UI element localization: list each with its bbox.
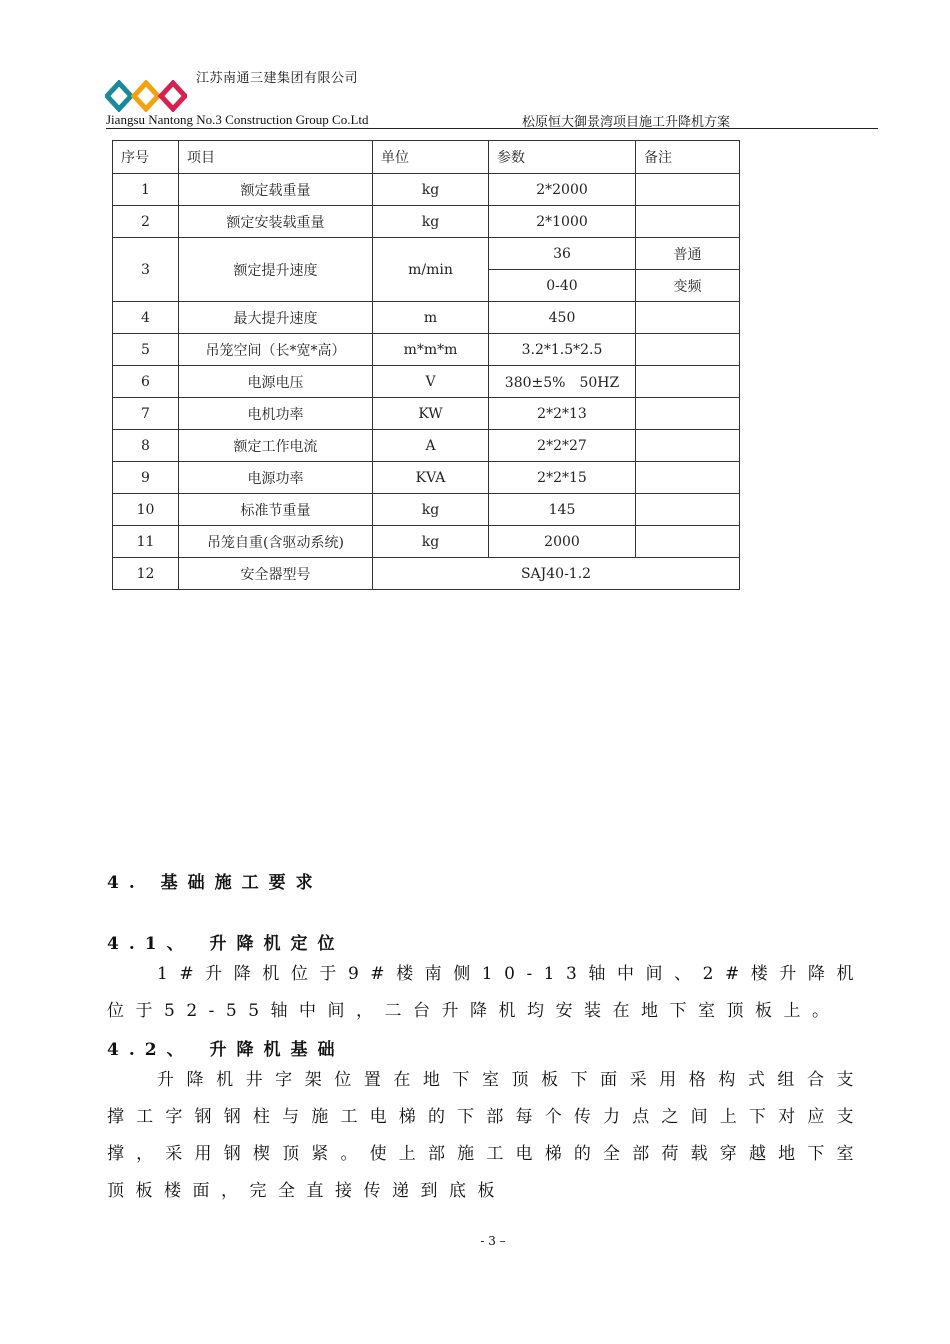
cell-note (636, 366, 740, 398)
section-4-title: 4. 基础施工要求 (107, 873, 323, 893)
cell-note (636, 462, 740, 494)
table-row (113, 302, 740, 334)
company-logo (105, 80, 187, 112)
cell-note (636, 526, 740, 558)
cell-no: 1 (113, 174, 179, 206)
table-row (113, 174, 740, 206)
cell-note (636, 398, 740, 430)
cell-item: 电源电压 (179, 366, 373, 398)
cell-unit: kg (373, 526, 489, 558)
table-header-row (113, 141, 740, 174)
header-no: 序号 (113, 141, 179, 174)
specification-table (112, 140, 740, 590)
logo-diamond-teal (107, 83, 131, 109)
table-row (113, 398, 740, 430)
cell-no: 12 (113, 558, 179, 590)
cell-note (636, 430, 740, 462)
logo-diamond-red (161, 83, 185, 109)
cell-no: 8 (113, 430, 179, 462)
table-row (113, 526, 740, 558)
cell-param: 3.2*1.5*2.5 (489, 334, 636, 366)
cell-param: 2*2*27 (489, 430, 636, 462)
cell-item: 电源功率 (179, 462, 373, 494)
cell-no: 10 (113, 494, 179, 526)
table-row (113, 430, 740, 462)
cell-param: 145 (489, 494, 636, 526)
cell-no: 11 (113, 526, 179, 558)
cell-no: 3 (113, 238, 179, 302)
cell-note (636, 494, 740, 526)
section-4-2-text: 升降机井字架位置在地下室顶板下面采用格构式组合支撑工字钢钢柱与施工电梯的下部每个传力点之间上下对应支撑，采用钢楔顶紧。使上部施工电梯的全部荷载穿越地下室顶板楼面，完全直接传递到底板 (107, 1070, 865, 1201)
cell-item: 安全器型号 (179, 558, 373, 590)
document-title: 松原恒大御景湾项目施工升降机方案 (522, 115, 731, 130)
cell-unit: V (373, 366, 489, 398)
cell-unit: m/min (373, 238, 489, 302)
company-name-en: Jiangsu Nantong No.3 Construction Group Co.Ltd (106, 112, 369, 127)
table-row (113, 494, 740, 526)
cell-param: 380±5% 50HZ (489, 366, 636, 398)
cell-unit: KVA (373, 462, 489, 494)
cell-note (636, 302, 740, 334)
cell-note: 普通 (636, 238, 740, 270)
header-note: 备注 (636, 141, 740, 174)
section-4-1-title: 4.1、 升降机定位 (107, 934, 345, 954)
section-4-1-text: 1#升降机位于9#楼南侧10-13轴中间、2#楼升降机位于52-55轴中间，二台升降机均安装在地下室顶板上。 (107, 964, 865, 1021)
cell-note (636, 174, 740, 206)
cell-unit: kg (373, 206, 489, 238)
cell-note: 变频 (636, 270, 740, 302)
cell-item: 电机功率 (179, 398, 373, 430)
cell-item: 额定载重量 (179, 174, 373, 206)
cell-no: 9 (113, 462, 179, 494)
cell-item: 额定提升速度 (179, 238, 373, 302)
cell-param: 2*1000 (489, 206, 636, 238)
cell-no: 2 (113, 206, 179, 238)
cell-item: 额定安装载重量 (179, 206, 373, 238)
cell-no: 4 (113, 302, 179, 334)
cell-merged-param: SAJ40-1.2 (373, 558, 740, 590)
cell-item: 标准节重量 (179, 494, 373, 526)
cell-unit: A (373, 430, 489, 462)
cell-item: 吊笼空间（长*宽*高） (179, 334, 373, 366)
cell-no: 5 (113, 334, 179, 366)
cell-no: 7 (113, 398, 179, 430)
table-row (113, 238, 740, 270)
table-row (113, 206, 740, 238)
cell-param: 2*2000 (489, 174, 636, 206)
table-row (113, 462, 740, 494)
table-row (113, 558, 740, 590)
cell-param: 2*2*15 (489, 462, 636, 494)
cell-param: 2000 (489, 526, 636, 558)
cell-param: 450 (489, 302, 636, 334)
table-row (113, 366, 740, 398)
company-name-cn: 江苏南通三建集团有限公司 (196, 71, 359, 86)
cell-item: 吊笼自重(含驱动系统) (179, 526, 373, 558)
cell-note (636, 334, 740, 366)
table-row (113, 334, 740, 366)
header-item: 项目 (179, 141, 373, 174)
logo-diamond-orange (134, 83, 158, 109)
page-number: - 3 – (480, 1234, 506, 1248)
cell-note (636, 206, 740, 238)
cell-no: 6 (113, 366, 179, 398)
cell-param: 2*2*13 (489, 398, 636, 430)
header-param: 参数 (489, 141, 636, 174)
cell-param: 36 (489, 238, 636, 270)
header-unit: 单位 (373, 141, 489, 174)
cell-unit: kg (373, 494, 489, 526)
section-4-2-title: 4.2、 升降机基础 (107, 1040, 345, 1060)
cell-unit: m (373, 302, 489, 334)
cell-unit: m*m*m (373, 334, 489, 366)
cell-item: 额定工作电流 (179, 430, 373, 462)
cell-param: 0-40 (489, 270, 636, 302)
cell-unit: KW (373, 398, 489, 430)
header-divider (106, 128, 878, 129)
cell-item: 最大提升速度 (179, 302, 373, 334)
cell-unit: kg (373, 174, 489, 206)
